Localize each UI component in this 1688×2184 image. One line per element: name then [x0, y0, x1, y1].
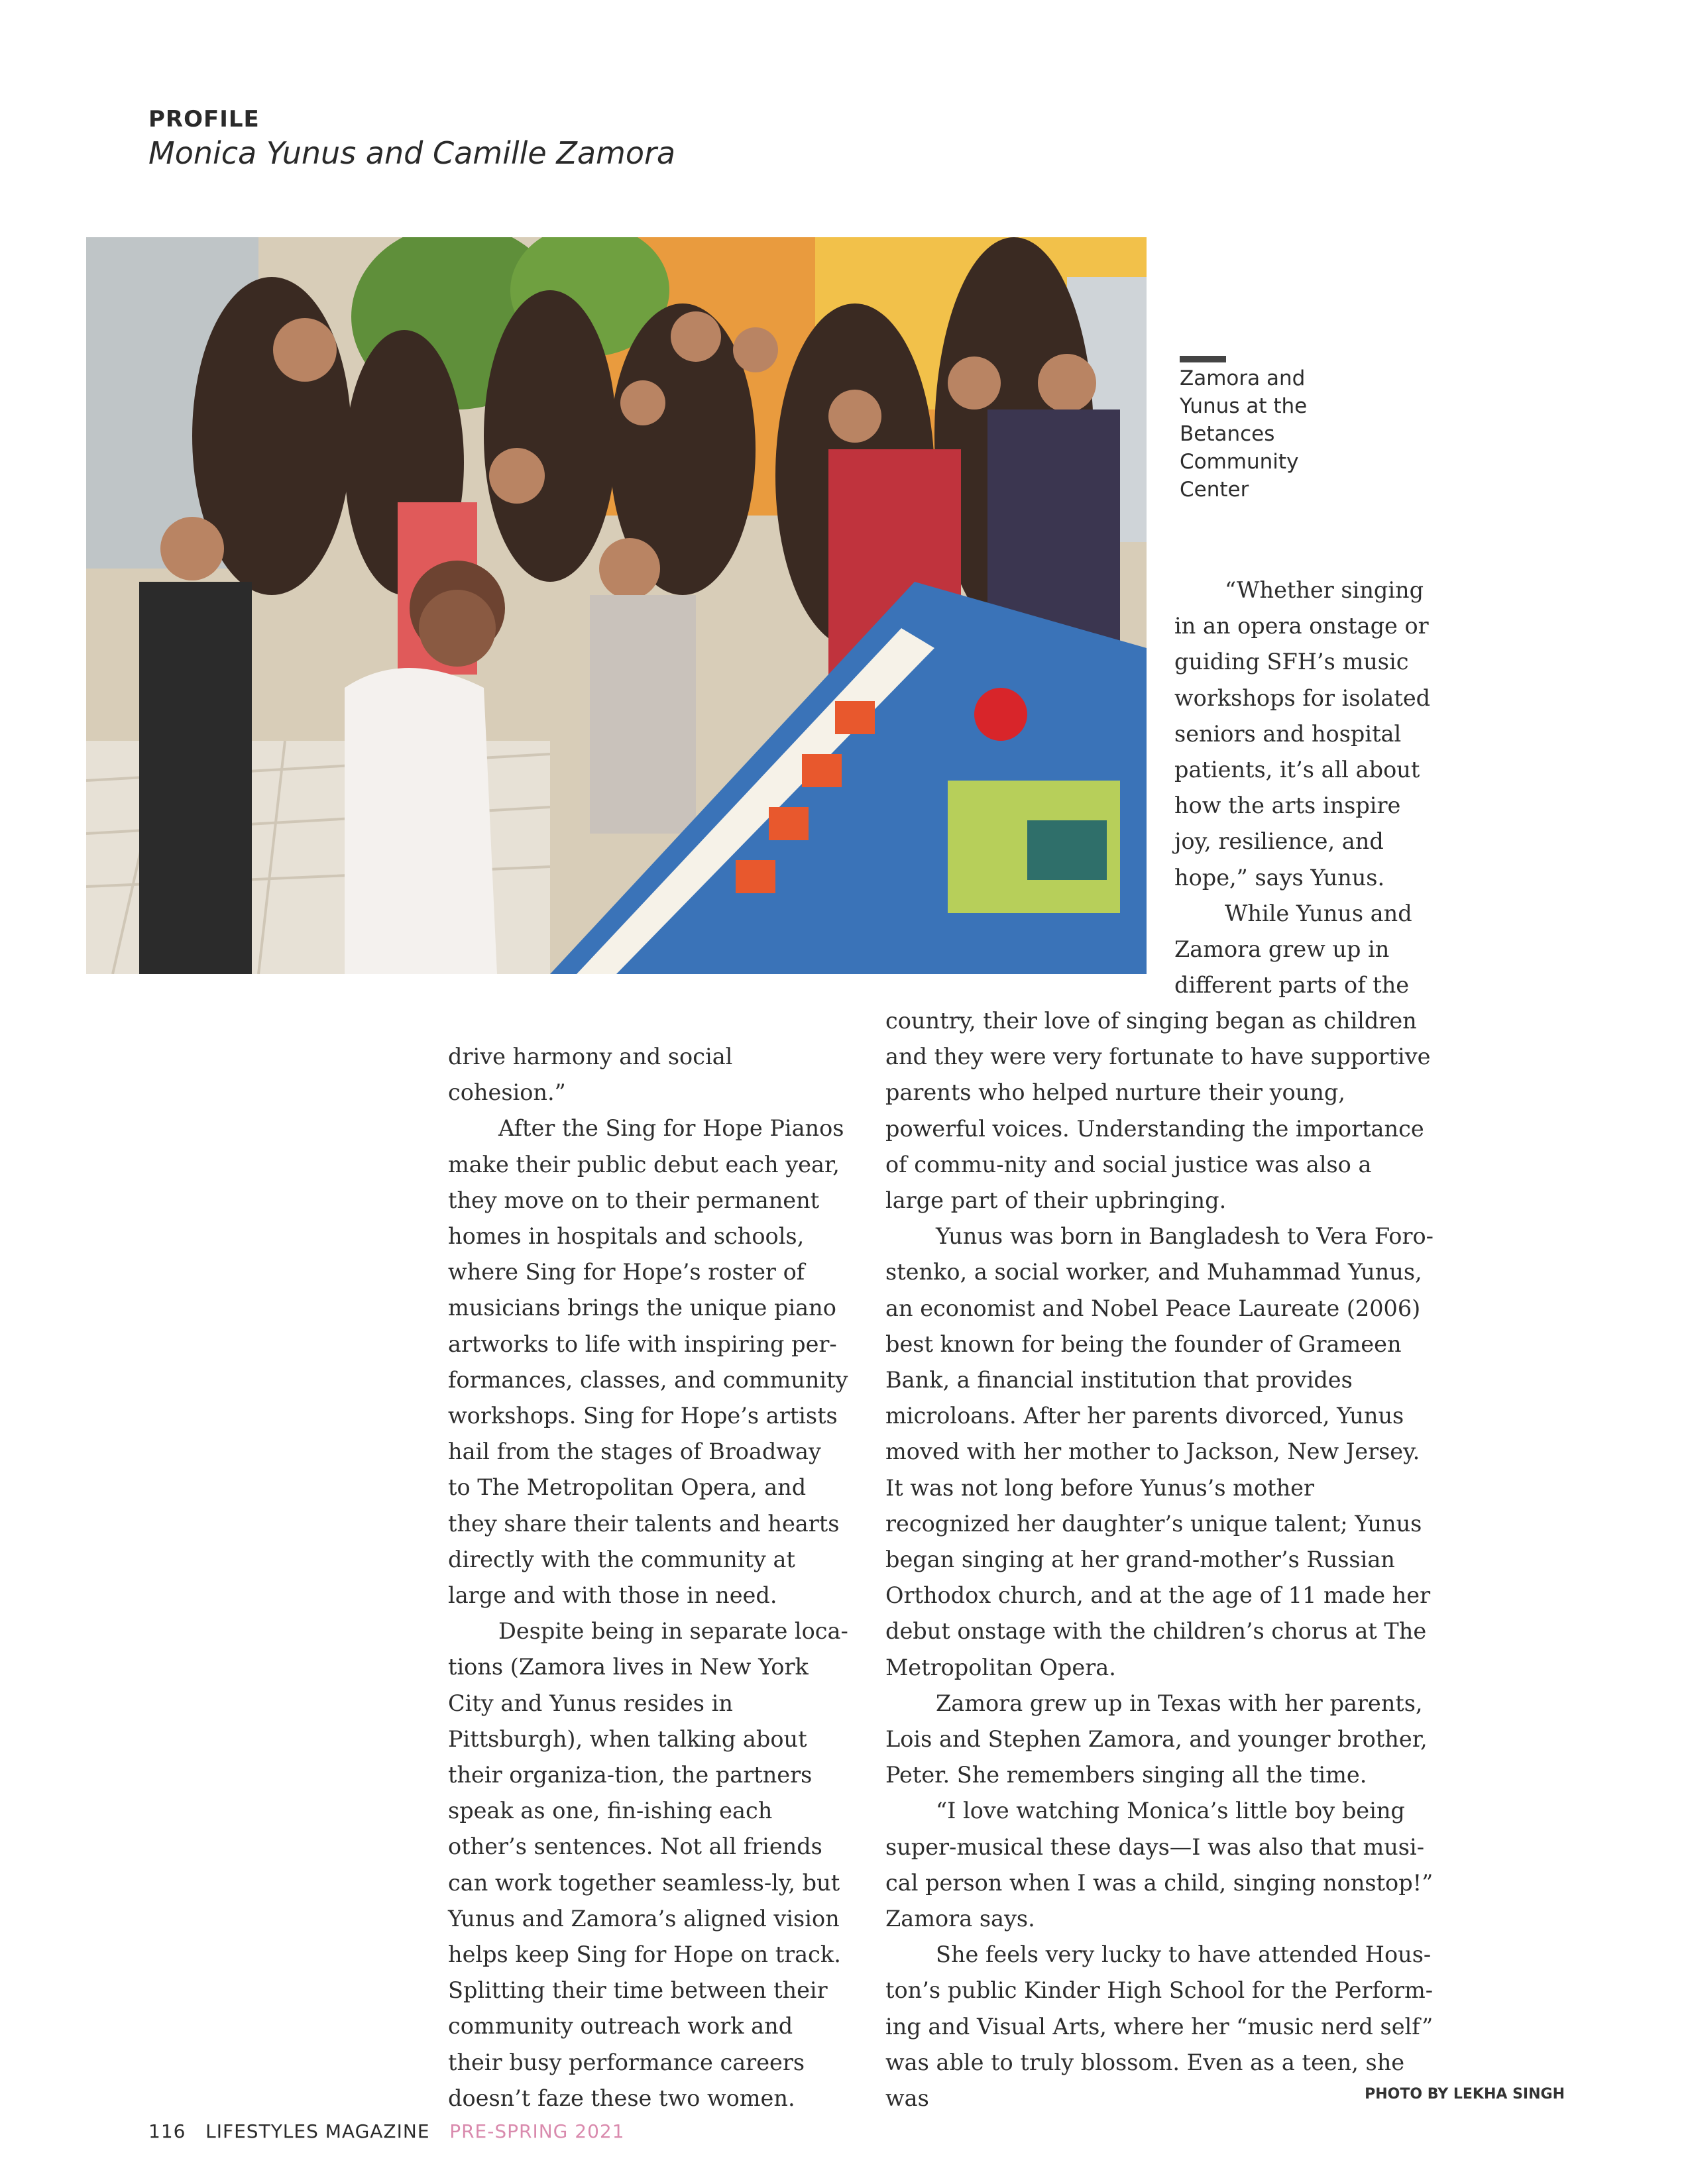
page-footer: [148, 2120, 625, 2142]
left-column: [448, 1039, 849, 2116]
photo-caption: Zamora and Yunus at the Betances Community Center: [1180, 366, 1308, 502]
body-paragraph: drive harmony and social cohesion.”: [448, 1044, 733, 1106]
quote-column-paragraph: While Yunus and Zamora grew up in different parts of the: [1174, 900, 1412, 999]
issue-label: PRE-SPRING 2021: [449, 2120, 625, 2142]
photo-illustration: [86, 237, 1147, 974]
body-paragraph: After the Sing for Hope Pianos make their public debut each year, they move on to their permanent homes in hospitals and schools, where Sing for Hope’s roster of musicians brings the unique piano artworks to life with inspiring per-formances, classes, and community workshops. Sing for Hope’s artists hail from the stages of Broadway to The Metropolitan Opera, and they share their talents and hearts directly with the community at large and with those in need.: [448, 1115, 848, 1609]
right-column: [885, 1003, 1435, 2116]
section-kicker: PROFILE: [148, 106, 260, 133]
body-paragraph: country, their love of singing began as children and they were very fortunate to have supportive parents who helped nurture their young, powerful voices. Understanding the importance of commu-nity and social justice was also a large part of their upbringing.: [885, 1008, 1431, 1214]
body-paragraph: Zamora grew up in Texas with her parents, Lois and Stephen Zamora, and younger brother, Peter. She remembers singing all the time.: [885, 1690, 1428, 1788]
page-number: 116: [148, 2120, 186, 2142]
caption-rule: [1180, 356, 1226, 362]
photo-credit: PHOTO BY LEKHA SINGH: [1365, 2086, 1565, 2102]
article-header: [148, 106, 675, 172]
body-paragraph: She feels very lucky to have attended Hous-ton’s public Kinder High School for the Perform-ing and Visual Arts, where her “music nerd self” was able to truly blossom. Even as a teen, she was: [885, 1941, 1434, 2112]
group-photo: [86, 237, 1147, 974]
pull-quote-paragraph: “Whether singing in an opera onstage or guiding SFH’s music workshops for isolated seniors and hospital patients, it’s all about how the arts inspire joy, resilience, and hope,” says Yunus.: [1174, 577, 1431, 891]
body-paragraph: Yunus was born in Bangladesh to Vera Foro-stenko, a social worker, and Muhammad Yunus, an economist and Nobel Peace Laureate (2006) best known for being the founder of Grameen Bank, a financial institution that provides microloans. After her parents divorced, Yunus moved with her mother to Jackson, New Jersey. It was not long before Yunus’s mother recognized her daughter’s unique talent; Yunus began singing at her grand-mother’s Russian Orthodox church, and at the age of 11 made her debut onstage with the children’s chorus at The Metropolitan Opera.: [885, 1223, 1434, 1680]
publication-name: LIFESTYLES MAGAZINE: [205, 2120, 430, 2142]
quote-column: [1174, 573, 1439, 1003]
article-title: Monica Yunus and Camille Zamora: [148, 135, 676, 171]
body-paragraph: Despite being in separate loca-tions (Zamora lives in New York City and Yunus resides in Pittsburgh), when talking about their organiza-tion, the partners speak as one, fin-ishing each other’s sentences. Not all friends can work together seamless-ly, but Yunus and Zamora’s aligned vision helps keep Sing for Hope on track. Splitting their time between their community outreach work and their busy performance careers doesn’t faze these two women.: [448, 1618, 848, 2111]
body-paragraph: “I love watching Monica’s little boy being super-musical these days—I was also that musi-cal person when I was a child, singing nonstop!” Zamora says.: [885, 1798, 1434, 1932]
